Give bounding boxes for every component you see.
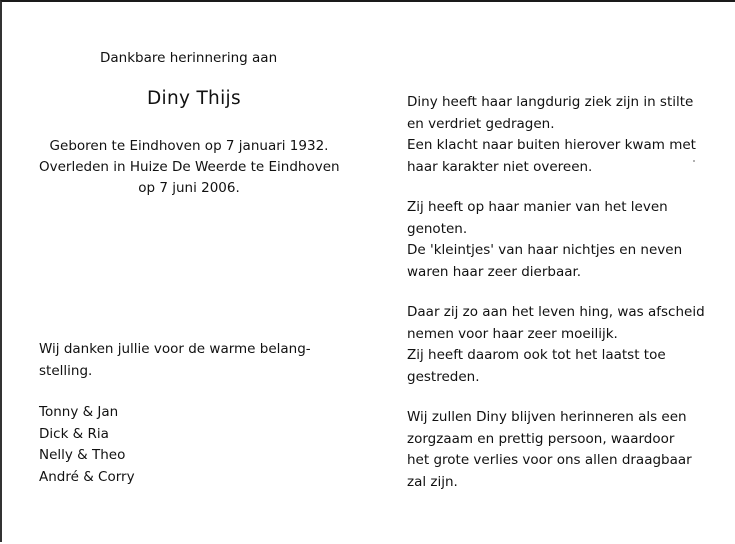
paragraph-line: nemen voor haar zeer moeilijk. (407, 325, 618, 342)
paragraph-line: zorgzaam en prettig persoon, waardoor (407, 430, 675, 447)
thanks-line: stelling. (39, 363, 93, 379)
dates-line: op 7 juni 2006. (138, 180, 240, 196)
thanks-text (39, 338, 339, 382)
paragraph-line: Een klacht naar buiten hierover kwam met (407, 137, 696, 153)
paragraph-line: en verdriet gedragen. (407, 115, 555, 132)
birth-death-dates (39, 136, 339, 199)
family-name: Tonny & Jan (39, 404, 119, 420)
paragraph-line: De 'kleintjes' van haar nichtjes en neven (407, 242, 683, 258)
paragraph-life (407, 197, 705, 283)
paragraph-line: genoten. (407, 220, 468, 237)
paragraph-line: Zij heeft op haar manier van het leven (407, 199, 668, 215)
left-column (39, 2, 339, 544)
scan-speck (693, 160, 695, 162)
paragraph-line: Diny heeft haar langdurig ziek zijn in stilte (407, 94, 694, 110)
paragraph-line: zal zijn. (407, 473, 458, 490)
family-name: Dick & Ria (39, 425, 109, 442)
paragraph-line: waren haar zeer dierbaar. (407, 263, 582, 280)
paragraph-line: haar karakter niet overeen. (407, 158, 593, 175)
paragraph-remembrance (407, 407, 705, 493)
paragraph-line: Wij zullen Diny blijven herinneren als een (407, 409, 687, 425)
dates-line: Overleden in Huize De Weerde te Eindhoven (39, 159, 340, 175)
paragraph-line: gestreden. (407, 368, 480, 385)
intro-text: Dankbare herinnering aan (100, 50, 278, 66)
paragraph-illness (407, 92, 705, 178)
thanks-line: Wij danken jullie voor de warme belang- (39, 341, 311, 357)
paragraph-line: Zij heeft daarom ook tot het laatst toe (407, 347, 666, 363)
family-signatures (39, 402, 135, 488)
dates-line: Geboren te Eindhoven op 7 januari 1932. (49, 138, 329, 154)
paragraph-farewell (407, 302, 705, 388)
paragraph-line: Daar zij zo aan het leven hing, was afscheid (407, 304, 705, 320)
deceased-name: Diny Thijs (147, 88, 241, 109)
paragraph-line: het grote verlies voor ons allen draagbaar (407, 452, 692, 468)
family-name: Nelly & Theo (39, 447, 126, 463)
right-column (407, 92, 705, 512)
family-name: André & Corry (39, 468, 135, 485)
